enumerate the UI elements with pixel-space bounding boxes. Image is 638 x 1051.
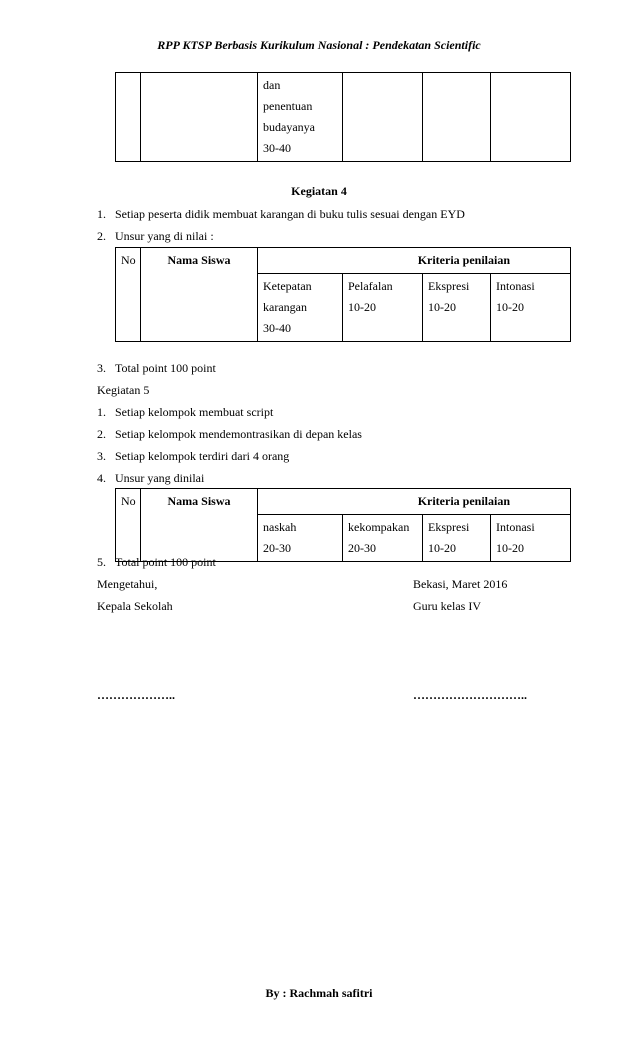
cell-line: budayanya	[263, 120, 315, 134]
kriteria-header: Kriteria penilaian	[258, 489, 571, 515]
table-cell	[258, 73, 343, 162]
criteria-cell: Pelafalan 10-20	[343, 274, 423, 342]
criteria-cell: Ekspresi 10-20	[423, 274, 491, 342]
table-cell	[116, 73, 141, 162]
col-nama-header: Nama Siswa	[141, 489, 258, 562]
criteria-cell: kekompakan 20-30	[343, 515, 423, 562]
cell-line: penentuan	[263, 99, 313, 113]
signature-left-line2: Kepala Sekolah	[97, 599, 173, 613]
list-item: 3. Setiap kelompok terdiri dari 4 orang	[97, 449, 290, 463]
cell-line: dan	[263, 78, 281, 92]
list-item: 4. Unsur yang dinilai	[97, 471, 205, 485]
signature-left-line1: Mengetahui,	[97, 577, 158, 591]
signature-right-line1: Bekasi, Maret 2016	[413, 577, 508, 591]
assessment-table-5	[115, 488, 571, 562]
col-nama-header: Nama Siswa	[141, 248, 258, 342]
signature-left-dots: ………………..	[97, 688, 175, 702]
list-item: 1. Setiap kelompok membuat script	[97, 405, 274, 419]
table-cell	[343, 73, 423, 162]
criteria-cell: Ekspresi 10-20	[423, 515, 491, 562]
page-header: RPP KTSP Berbasis Kurikulum Nasional : Pendekatan Scientific	[157, 38, 481, 52]
continuation-table	[115, 72, 571, 162]
kegiatan4-title: Kegiatan 4	[291, 184, 347, 198]
page-footer: By : Rachmah safitri	[265, 986, 373, 1000]
criteria-cell: naskah 20-30	[258, 515, 343, 562]
table-cell	[423, 73, 491, 162]
list-item: 1. Setiap peserta didik membuat karangan di buku tulis sesuai dengan EYD	[97, 207, 465, 221]
col-no-header: No	[116, 248, 141, 342]
assessment-table-4	[115, 247, 571, 342]
list-item: 2. Unsur yang di nilai :	[97, 229, 214, 243]
col-no-header: No	[116, 489, 141, 562]
kriteria-header: Kriteria penilaian	[258, 248, 571, 274]
criteria-cell: Ketepatan karangan 30-40	[258, 274, 343, 342]
cell-line: 30-40	[263, 141, 291, 155]
criteria-cell: Intonasi 10-20	[491, 274, 571, 342]
list-item: 2. Setiap kelompok mendemontrasikan di depan kelas	[97, 427, 362, 441]
kegiatan5-title: Kegiatan 5	[97, 383, 150, 397]
criteria-cell: Intonasi 10-20	[491, 515, 571, 562]
signature-right-dots: ………………………..	[413, 688, 527, 702]
table-cell	[141, 73, 258, 162]
list-item: 5. Total point 100 point	[97, 555, 216, 569]
table-cell	[491, 73, 571, 162]
signature-right-line2: Guru kelas IV	[413, 599, 481, 613]
list-item: 3. Total point 100 point	[97, 361, 216, 375]
